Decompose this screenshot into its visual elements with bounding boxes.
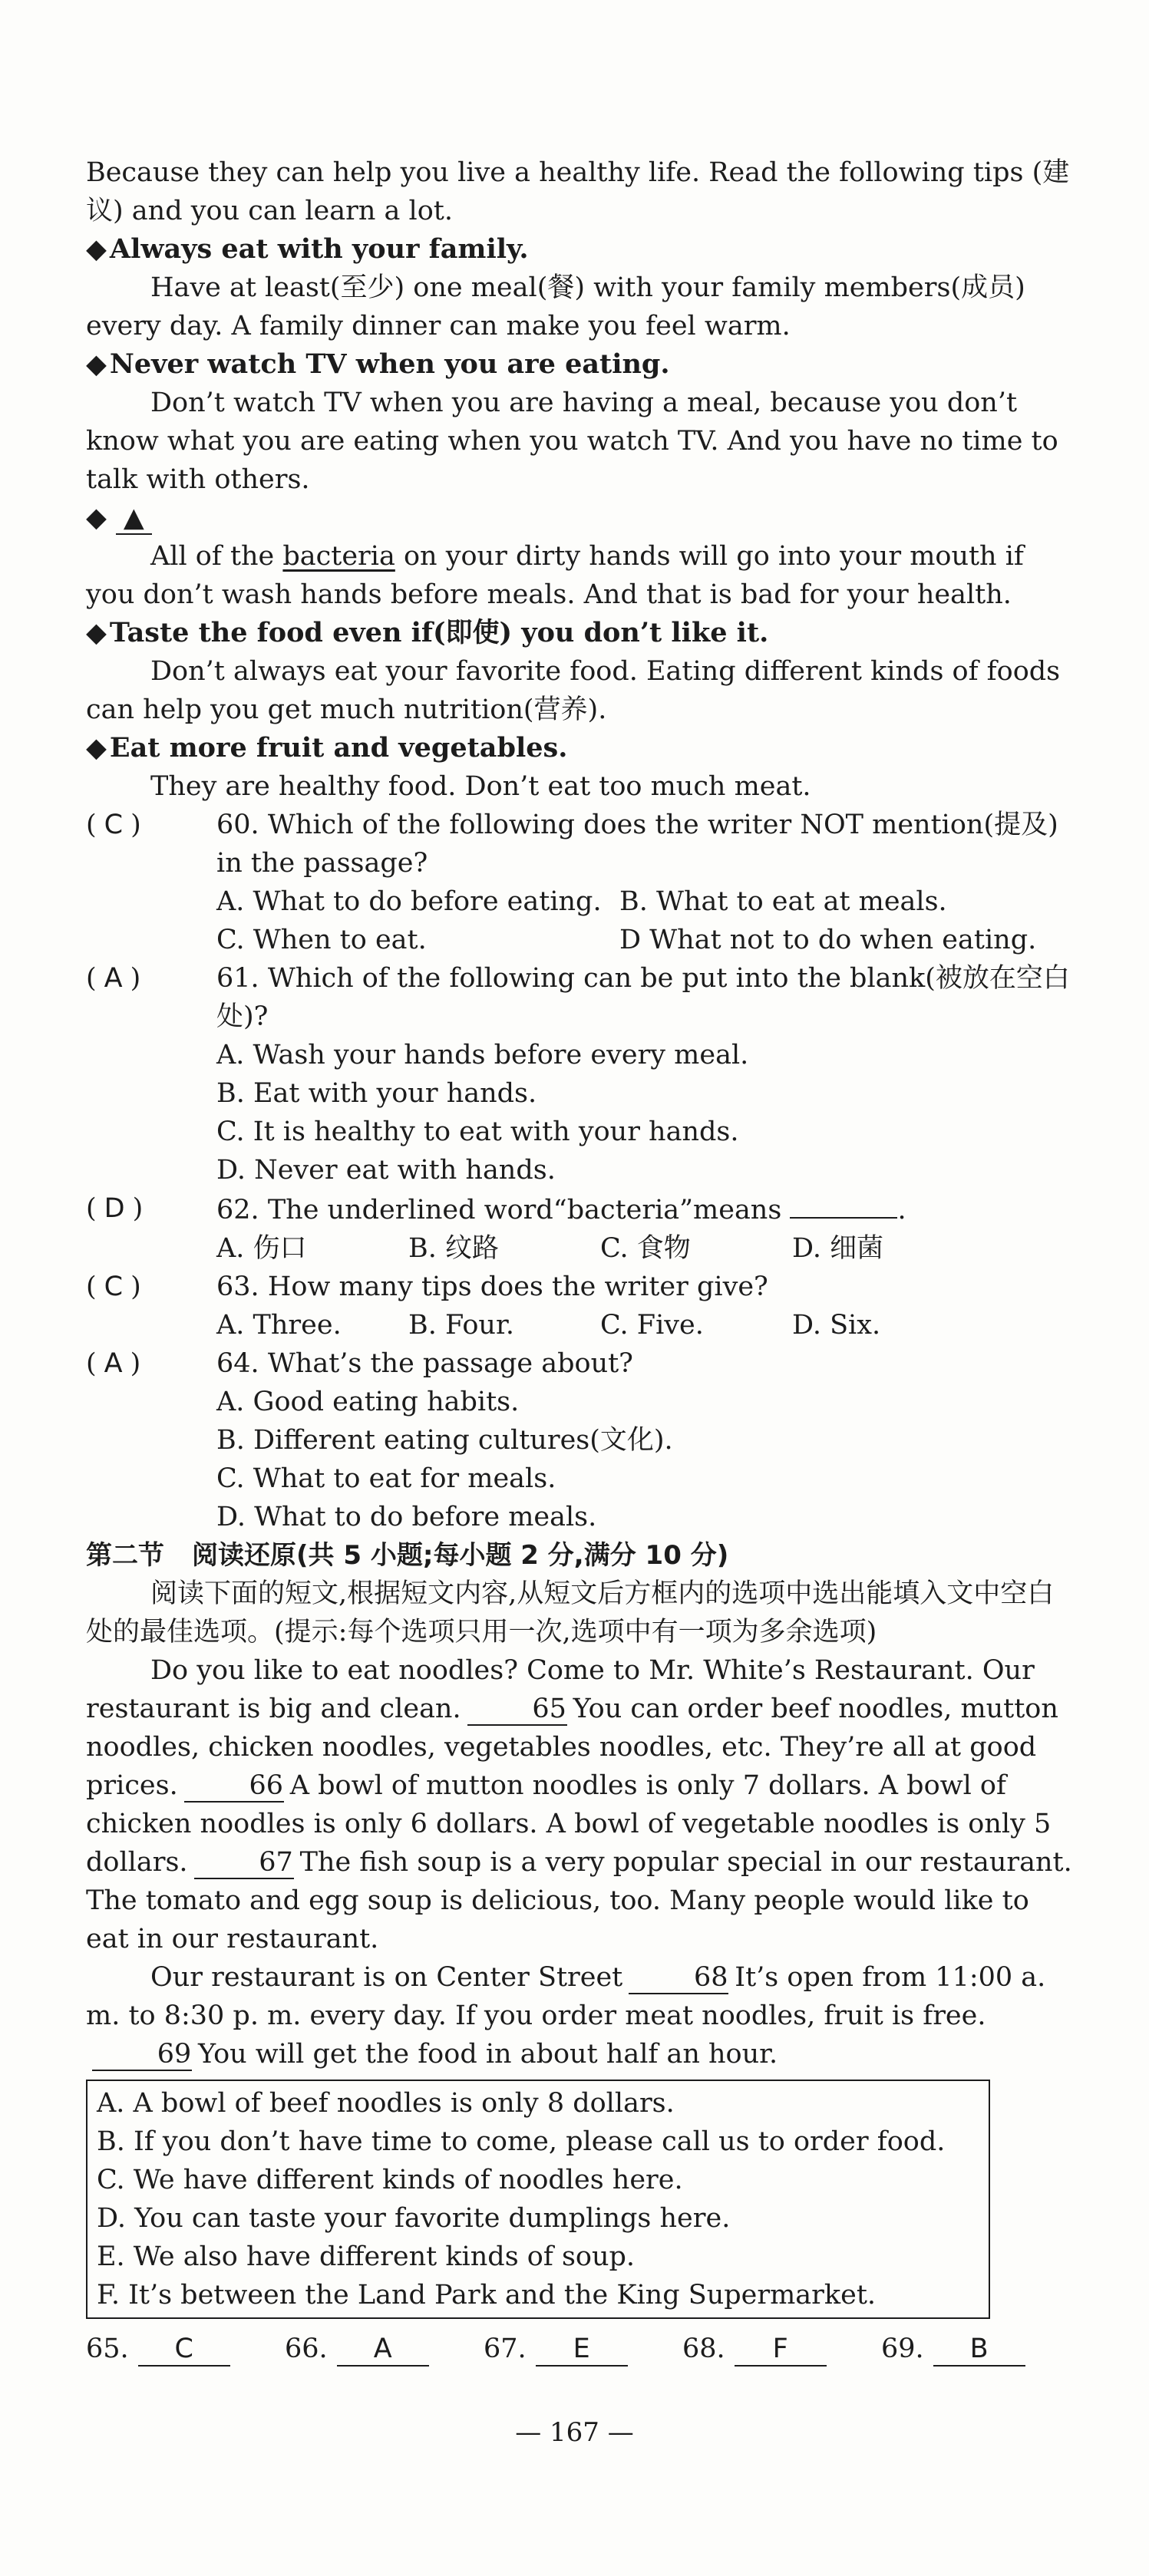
box-option: F. It’s between the Land Park and the King Supermarket. (97, 2280, 877, 2310)
underlined-word: bacteria (282, 541, 395, 572)
blank-68: 68 (629, 1962, 728, 1994)
answer-row (86, 2330, 1080, 2368)
option: A. Good eating habits. (216, 1387, 520, 1417)
options-64 (86, 1383, 1080, 1536)
options-63 (86, 1306, 1080, 1344)
box-option: C. We have different kinds of noodles here. (97, 2165, 683, 2195)
answer-slot: ( A ) (86, 1348, 141, 1379)
triangle-blank-icon: ▲ (116, 503, 152, 535)
diamond-bullet-icon: ◆ (86, 502, 107, 533)
tip-heading: ◆ Always eat with your family. (86, 233, 529, 265)
option: A. Wash your hands before every meal. (216, 1040, 749, 1070)
option: C. It is healthy to eat with your hands. (216, 1116, 739, 1147)
section-title: 第二节 阅读还原(共 5 小题;每小题 2 分,满分 10 分) (86, 1540, 729, 1571)
answer-slot: ( C ) (86, 810, 141, 840)
option: A. Three. (216, 1310, 342, 1341)
diamond-bullet-icon: ◆ (86, 233, 107, 265)
tip-body: Don’t watch TV when you are having a meal, because you don’t know what you are eating when you watch TV. And you have no time to talk with others. (86, 388, 1058, 495)
question-63: ( C ) 63. How many tips does the writer give? (86, 1268, 1080, 1306)
answer-item: 66. A (285, 2330, 484, 2368)
passage-paragraph-2: Our restaurant is on Center Street 68 It’s open from 11:00 a. m. to 8:30 p. m. every day. If you order meat noodles, fruit is free.69 You will get the food in about half an hour. (86, 1962, 1046, 2070)
option: D. Never eat with hands. (216, 1155, 556, 1186)
option: C. When to eat. (216, 925, 427, 955)
blank-66: 66 (184, 1770, 284, 1803)
option: B. What to eat at meals. (619, 886, 947, 917)
option: B. 纹路 (408, 1233, 499, 1264)
options-box (86, 2080, 990, 2319)
answer-slot: ( D ) (86, 1193, 144, 1224)
answer-blank-line (790, 1189, 897, 1219)
diamond-bullet-icon: ◆ (86, 732, 107, 764)
tip-body: Have at least(至少) one meal(餐) with your family members(成员) every day. A family dinner can make you feel warm. (86, 272, 1025, 341)
blank-65: 65 (467, 1694, 567, 1726)
option: D. 细菌 (792, 1233, 884, 1264)
box-option: A. A bowl of beef noodles is only 8 dollars. (97, 2088, 675, 2119)
option: D. What to do before meals. (216, 1502, 597, 1532)
tip-body: All of the bacteria on your dirty hands will go into your mouth if you don’t wash hands before meals. And that is bad for your health. (86, 541, 1024, 610)
option: C. 食物 (600, 1233, 691, 1264)
answer-item: 68. F (682, 2330, 881, 2368)
option: C. Five. (600, 1310, 704, 1341)
intro-text: Because they can help you live a healthy life. Read the following tips (建议) and you can learn a lot. (86, 157, 1070, 226)
tip-heading-blank (86, 499, 1080, 537)
page-number: — 167 — (515, 2417, 634, 2448)
tip-body: Don’t always eat your favorite food. Eating different kinds of foods can help you get much nutrition(营养). (86, 656, 1061, 725)
answer-item: 67. E (484, 2330, 682, 2368)
box-option: D. You can taste your favorite dumplings here. (97, 2203, 731, 2234)
diamond-bullet-icon: ◆ (86, 348, 107, 380)
option: B. Four. (408, 1310, 514, 1341)
question-64: ( A ) 64. What’s the passage about? (86, 1344, 1080, 1383)
option: D. Six. (792, 1310, 881, 1341)
option: D What not to do when eating. (619, 925, 1037, 955)
answer-item: 69. B (881, 2330, 1080, 2368)
option: B. Different eating cultures(文化). (216, 1425, 673, 1456)
section-instruction: 阅读下面的短文,根据短文内容,从短文后方框内的选项中选出能填入文中空白处的最佳选项。(提示:每个选项只用一次,选项中有一项为多余选项) (86, 1578, 1055, 1648)
blank-67: 67 (194, 1847, 294, 1879)
tip-body: They are healthy food. Don’t eat too much meat. (150, 771, 811, 802)
option: C. What to eat for meals. (216, 1463, 556, 1494)
option: B. Eat with your hands. (216, 1078, 537, 1109)
box-option: B. If you don’t have time to come, please call us to order food. (97, 2126, 946, 2157)
passage-paragraph-1: Do you like to eat noodles? Come to Mr. White’s Restaurant. Our restaurant is big and clean. 65 You can order beef noodles, mutton noodles, chicken noodles, vegetables noodles, etc. They’re all at good prices. 66 A bowl of mutton noodles is only 7 dollars. A bowl of chicken noodles is only 6 dollars. A bowl of vegetable noodles is only 5 dollars. 67 The fish soup is a very popular special in our restaurant. The tomato and egg soup is delicious, too. Many people would like to eat in our restaurant. (86, 1655, 1072, 1954)
options-62 (86, 1229, 1080, 1268)
tip-heading: ◆ Taste the food even if(即使) you don’t like it. (86, 617, 769, 648)
options-60 (86, 882, 1080, 959)
answer-item: 65. C (86, 2330, 285, 2368)
question-60: ( C ) 60. Which of the following does the writer NOT mention(提及) in the passage? (86, 806, 1080, 882)
answer-slot: ( A ) (86, 963, 141, 994)
answer-slot: ( C ) (86, 1272, 141, 1302)
question-61: ( A ) 61. Which of the following can be put into the blank(被放在空白处)? (86, 959, 1080, 1036)
diamond-bullet-icon: ◆ (86, 617, 107, 648)
tip-heading: ◆ Eat more fruit and vegetables. (86, 732, 568, 764)
tip-heading: ◆ Never watch TV when you are eating. (86, 348, 670, 380)
question-62: ( D ) 62. The underlined word“bacteria”means . (86, 1189, 1080, 1229)
option: A. 伤口 (216, 1233, 307, 1264)
option: A. What to do before eating. (216, 886, 602, 917)
options-61 (86, 1036, 1080, 1189)
blank-69: 69 (92, 2039, 192, 2071)
box-option: E. We also have different kinds of soup. (97, 2241, 636, 2272)
